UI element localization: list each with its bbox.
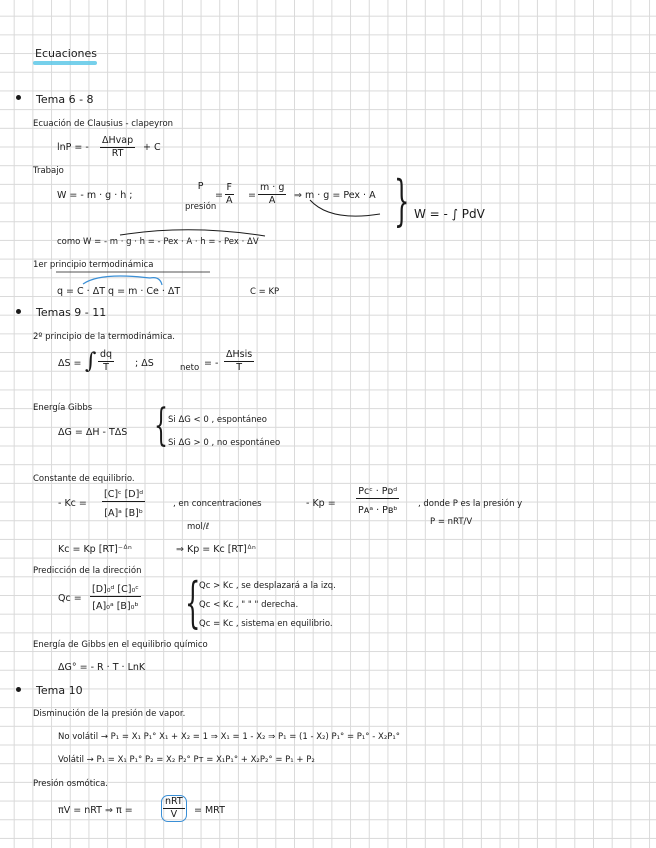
qc-case-right: Qc < Kc , " " " derecha.: [199, 600, 299, 610]
kc-units: mol/ℓ: [187, 522, 210, 532]
clausius-lhs: lnP = -: [57, 142, 89, 153]
equilibrium-constant-label: Constante de equilibrio.: [33, 474, 135, 484]
gibbs-case-spontaneous: Si ΔG < 0 , espontáneo: [168, 415, 267, 425]
gibbs-equilibrium-label: Energía de Gibbs en el equilibrio químico: [33, 640, 208, 650]
osmotic-pressure-label: Presión osmótica.: [33, 779, 108, 789]
gibbs-equation: ΔG = ΔH - TΔS: [58, 427, 128, 438]
mg-numerator: m · g: [260, 182, 285, 193]
segundo-principio: 2º principio de la termodinámica.: [33, 332, 176, 342]
nrt-numerator: nRT: [165, 796, 183, 807]
pressure-ideal-gas: P = nRT/V: [430, 517, 473, 527]
entropy-sys-fraction: [224, 349, 254, 374]
area-denominator: A: [226, 195, 233, 206]
clausius-fraction: [100, 135, 135, 160]
kp-denominator: Pᴀᵃ · Pʙᵇ: [358, 505, 398, 516]
entropy-fraction: [98, 349, 114, 374]
gibbs-label: Energía Gibbs: [33, 403, 93, 413]
t-denominator-2: T: [236, 362, 242, 373]
force-area-fraction: [224, 182, 235, 207]
work-integral: W = - ∫ PdV: [414, 207, 485, 221]
vapor-pressure-label: Disminución de la presión de vapor.: [33, 709, 186, 719]
v-denominator: V: [170, 809, 178, 820]
gibbs-brace: {: [154, 400, 168, 451]
work-formula: W = - m · g · h ;: [57, 190, 133, 201]
qc-numerator: [D]₀ᵈ [C]₀ᶜ: [92, 584, 139, 595]
integral-sign: ∫: [85, 349, 97, 374]
clausius-numerator: ΔHvap: [102, 135, 134, 146]
section-bullet: [16, 95, 21, 100]
dq-numerator: dq: [100, 349, 113, 360]
kc-lhs: - Kc =: [58, 498, 87, 509]
kp-fraction: [356, 486, 399, 517]
qc-brace: {: [185, 571, 201, 634]
clausius-rhs: + C: [143, 142, 161, 153]
title-highlight: [33, 61, 97, 65]
section-title-tema-10: Tema 10: [36, 684, 83, 697]
entropy-net-subscript: neto: [180, 363, 200, 373]
equals-sign-2: =: [248, 190, 256, 201]
gibbs-standard-equation: ΔG° = - R · T · LnK: [58, 662, 146, 673]
page-title: Ecuaciones: [35, 47, 98, 60]
mg-area-fraction: [258, 182, 286, 207]
blue-link-c: [83, 276, 150, 284]
pressure-symbol: P: [197, 181, 204, 192]
prediction-label: Predicción de la dirección: [33, 566, 142, 576]
kc-numerator: [C]ᶜ [D]ᵈ: [104, 489, 144, 500]
heat-equations: q = C · ΔT q = m · Ce · ΔT: [57, 286, 181, 297]
trabajo-label: Trabajo: [33, 166, 64, 176]
hsis-numerator: ΔHsis: [226, 349, 253, 360]
section-bullet: [16, 309, 21, 314]
kc-fraction: [102, 489, 145, 520]
volatile-solute: Volátil → P₁ = X₁ P₁° P₂ = X₂ P₂° Pт = X₁P₁° + X₂P₂° = P₁ + P₂: [58, 755, 315, 765]
entropy-net-label: ; ΔS: [135, 358, 154, 369]
osmotic-rhs: = MRT: [194, 805, 225, 816]
t-denominator: T: [103, 362, 109, 373]
force-numerator: F: [226, 182, 232, 193]
c-equals-kp: C = KP: [250, 287, 280, 297]
qc-case-left: Qc > Kc , se desplazará a la izq.: [199, 581, 336, 591]
clausius-denominator: RT: [111, 148, 124, 159]
section-title-tema-6-8: Tema 6 - 8: [36, 93, 94, 106]
section-bullet: [16, 687, 21, 692]
pressure-word: presión: [185, 202, 217, 212]
kc-denominator: [A]ᵃ [B]ᵇ: [104, 508, 143, 519]
kp-note: , donde P es la presión y: [418, 499, 523, 509]
non-volatile-solute: No volátil → P₁ = X₁ P₁° X₁ + X₂ = 1 ⇒ X₁ = 1 - X₂ ⇒ P₁ = (1 - X₂) P₁° = P₁° - X₂P₁°: [58, 732, 401, 742]
kp-kc-relation: ⇒ Kp = Kc [RT]ᐞⁿ: [176, 544, 256, 555]
primer-principio: 1er principio termodinámica: [33, 260, 154, 270]
pressure-definition: [185, 181, 216, 213]
kp-numerator: Pᴄᶜ · Pᴅᵈ: [358, 486, 398, 497]
mg-denominator: A: [268, 195, 276, 206]
como-line: como W = - m · g · h = - Pex · A · h = - Pex · ΔV: [57, 237, 259, 247]
entropy-lhs: ΔS =: [58, 358, 82, 369]
kc-note: , en concentraciones: [173, 499, 262, 509]
mg-link-curve: [310, 200, 380, 216]
qc-case-equilibrium: Qc = Kc , sistema en equilibrio.: [199, 619, 333, 629]
kc-kp-relation: Kc = Kp [RT]⁻ᐞⁿ: [58, 544, 132, 555]
osmotic-fraction: [161, 795, 187, 822]
mg-implication: ⇒ m · g = Pex · A: [294, 190, 376, 201]
qc-denominator: [A]₀ᵃ [B]₀ᵇ: [92, 601, 139, 612]
qc-lhs: Qc =: [58, 593, 82, 604]
gibbs-case-nonspontaneous: Si ΔG > 0 , no espontáneo: [168, 438, 281, 448]
clausius-label: Ecuación de Clausius - clapeyron: [33, 119, 174, 129]
kp-lhs: - Kp =: [306, 498, 336, 509]
work-brace: }: [394, 169, 410, 232]
qc-fraction: [90, 584, 141, 613]
equals-sign: =: [215, 190, 223, 201]
section-title-temas-9-11: Temas 9 - 11: [36, 306, 107, 319]
entropy-net-eq: = -: [204, 358, 219, 369]
blue-link-arrow: [150, 278, 162, 285]
osmotic-lhs: πV = nRT ⇒ π =: [58, 805, 133, 816]
